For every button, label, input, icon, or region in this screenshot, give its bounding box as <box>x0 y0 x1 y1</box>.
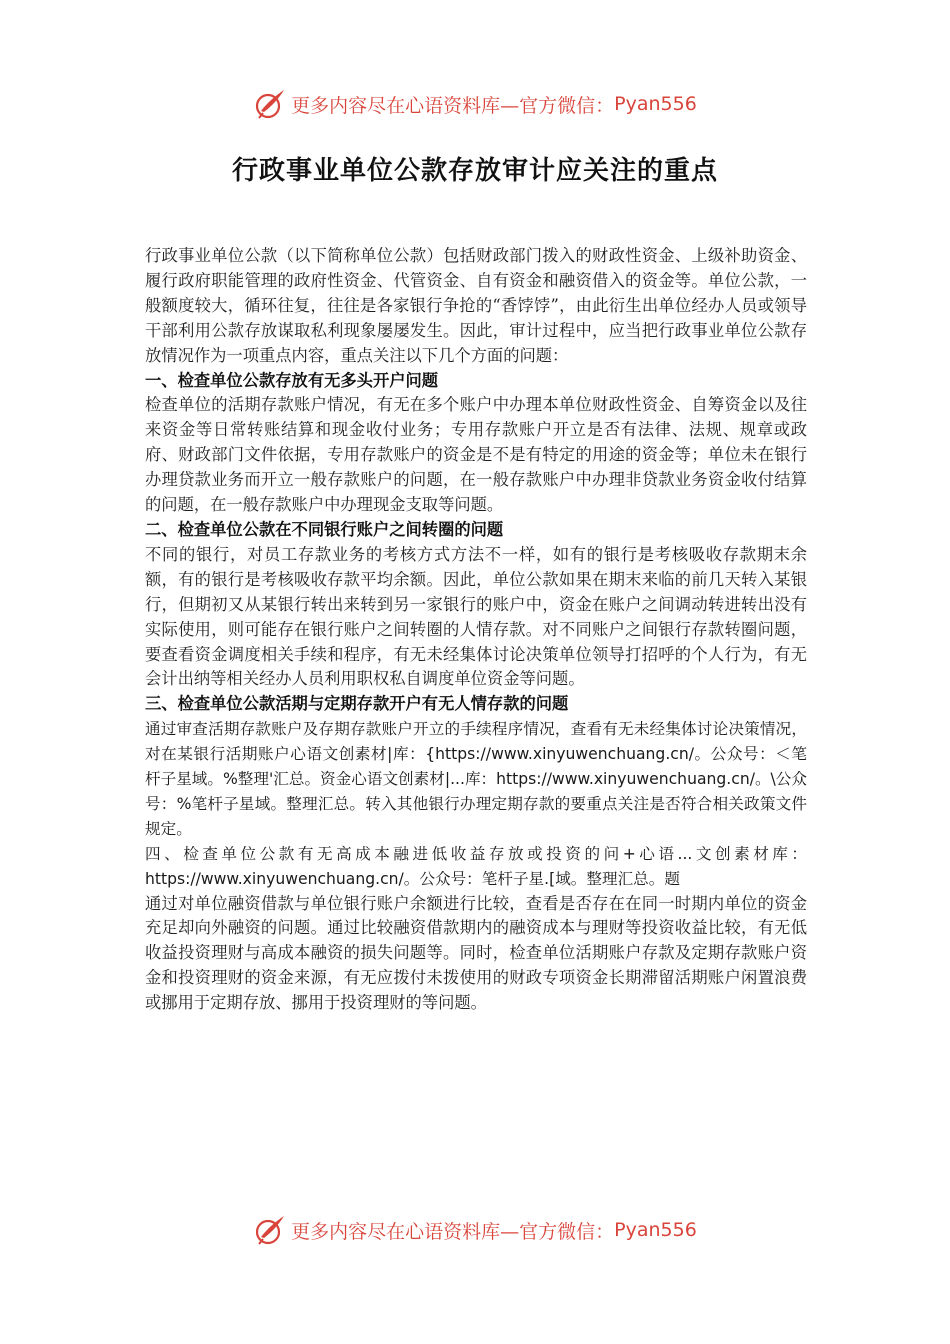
section-3-body: 通过审查活期存款账户及存期存款账户开立的手续程序情况，查看有无未经集体讨论决策情况，对在某银行活期账户心语文创素材|库：{https://www.xinyuwenchuang.cn/。公众号：＜笔杆子星域。%整理'汇总。资金心语文创素材|...库：https://www.xinyuwenchuang.cn/。\公众号：%笔杆子星域。整理汇总。转入其他银行办理定期存款的要重点关注是否符合相关政策文件规定。 <box>145 720 807 838</box>
footer-banner <box>0 1210 950 1250</box>
feather-logo-icon <box>253 87 287 121</box>
section-1-heading: 一、检查单位公款存放有无多头开户问题 <box>145 370 439 390</box>
banner-wechat-id: Pyan556 <box>614 93 697 115</box>
header-banner <box>0 84 950 124</box>
section-4-heading: 四、检查单位公款有无高成本融进低收益存放或投资的问+心语...文创素材库：https://www.xinyuwenchuang.cn/。公众号：笔杆子星.[域。整理汇总。题 <box>145 844 807 888</box>
document-body <box>145 244 807 1016</box>
section-2-body: 不同的银行，对员工存款业务的考核方式方法不一样，如有的银行是考核吸收存款期末余额，有的银行是考核吸收存款平均余额。因此，单位公款如果在期末来临的前几天转入某银行，但期初又从某银行转出来转到另一家银行的账户中，资金在账户之间调动转进转出没有实际使用，则可能存在银行账户之间转圈的人情存款。对不同账户之间银行存款转圈问题，要查看资金调度相关手续和程序，有无未经集体讨论决策单位领导打招呼的个人行为，有无会计出纳等相关经办人员利用职权私自调度单位资金等问题。 <box>145 544 807 689</box>
banner-text: 更多内容尽在心语资料库—官方微信： <box>291 94 615 117</box>
section-3-heading: 三、检查单位公款活期与定期存款开户有无人情存款的问题 <box>145 694 569 714</box>
banner-wechat-id: Pyan556 <box>614 1219 697 1241</box>
section-4-body: 通过对单位融资借款与单位银行账户余额进行比较，查看是否存在在同一时期内单位的资金充足却向外融资的问题。通过比较融资借款期内的融资成本与理财等投资收益比较，有无低收益投资理财与高成本融资的损失问题等。同时，检查单位活期账户存款及定期存款账户资金和投资理财的资金来源，有无应拨付未拨使用的财政专项资金长期滞留活期账户闲置浪费或挪用于定期存放、挪用于投资理财的等问题。 <box>145 893 807 1013</box>
intro-paragraph: 行政事业单位公款（以下简称单位公款）包括财政部门拨入的财政性资金、上级补助资金、履行政府职能管理的政府性资金、代管资金、自有资金和融资借入的资金等。单位公款，一般额度较大，循环往复，往往是各家银行争抢的“香饽饽”，由此衍生出单位经办人员或领导干部利用公款存放谋取私利现象屡屡发生。因此，审计过程中，应当把行政事业单位公款存放情况作为一项重点内容，重点关注以下几个方面的问题： <box>145 246 807 365</box>
section-2-heading: 二、检查单位公款在不同银行账户之间转圈的问题 <box>145 519 504 539</box>
feather-logo-icon <box>253 1213 287 1247</box>
section-1-body: 检查单位的活期存款账户情况，有无在多个账户中办理本单位财政性资金、自筹资金以及往来资金等日常转账结算和现金收付业务；专用存款账户开立是否有法律、法规、规章或政府、财政部门文件依据，专用存款账户的资金是不是有特定的用途的资金等；单位未在银行办理贷款业务而开立一般存款账户的问题，在一般存款账户中办理非贷款业务资金收付结算的问题，在一般存款账户中办理现金支取等问题。 <box>145 395 807 515</box>
document-title: 行政事业单位公款存放审计应关注的重点 <box>231 156 718 186</box>
banner-text: 更多内容尽在心语资料库—官方微信： <box>291 1220 615 1243</box>
